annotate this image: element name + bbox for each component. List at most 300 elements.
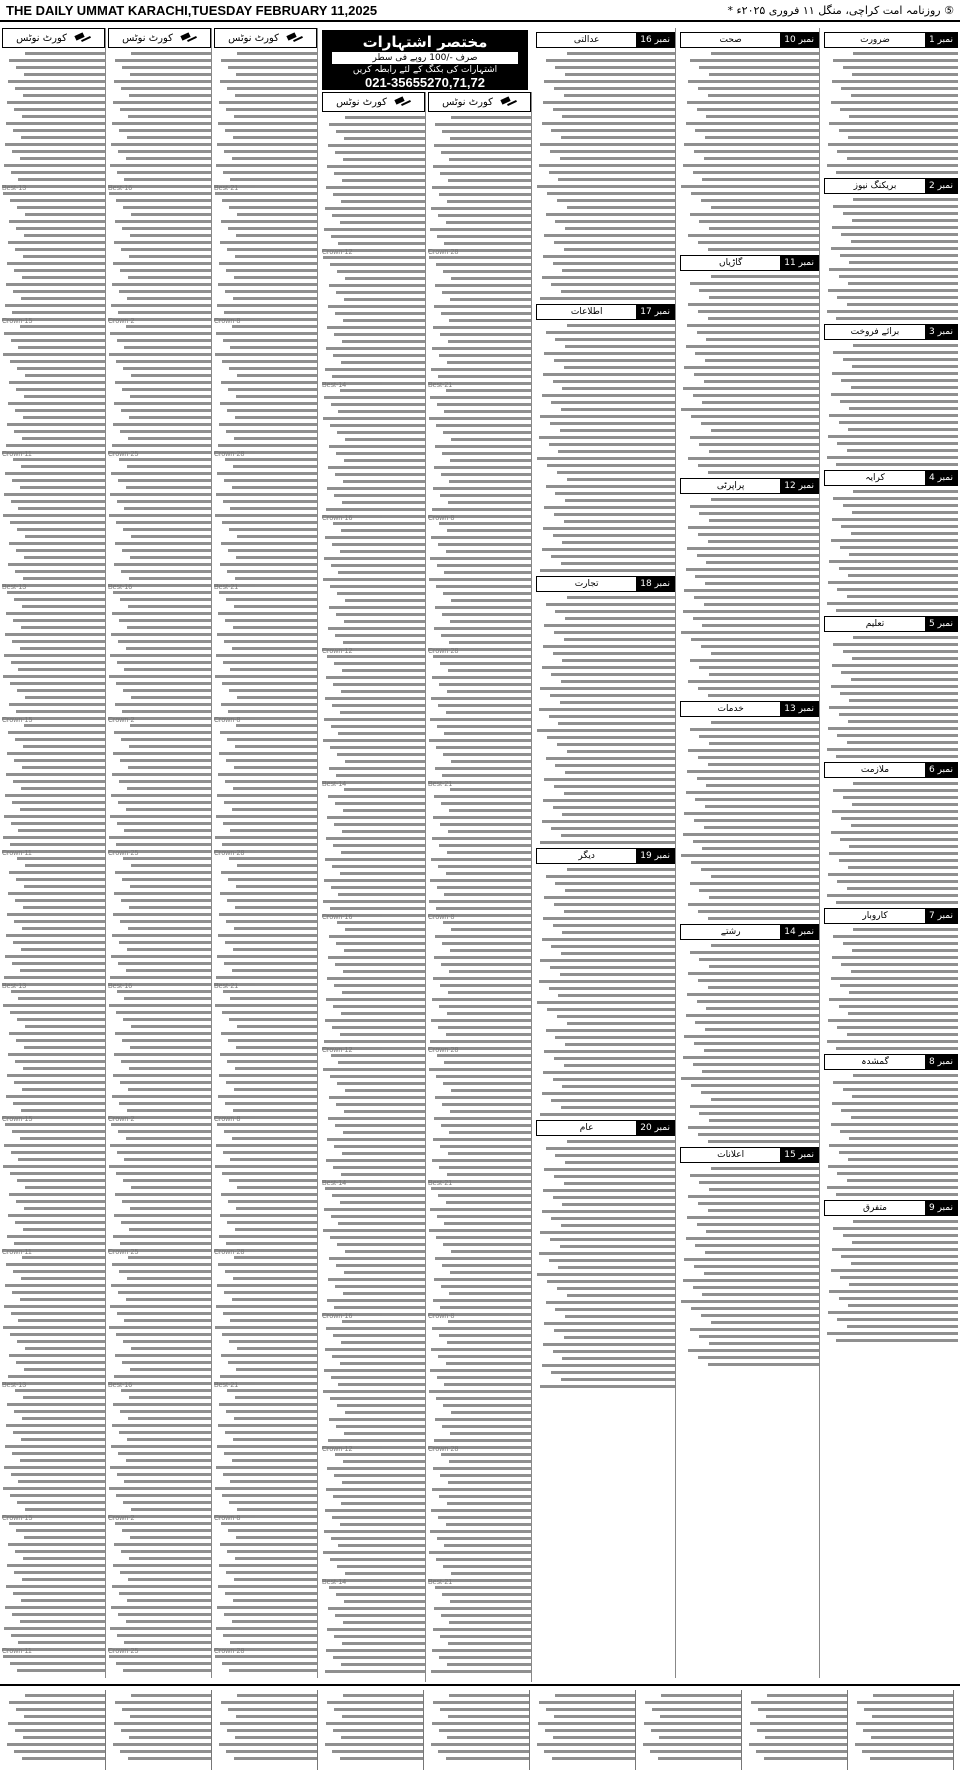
text-line: [438, 543, 531, 546]
text-line: [127, 136, 211, 139]
text-line: [25, 864, 105, 867]
text-line: [554, 241, 675, 244]
text-line: [540, 841, 675, 844]
text-line: [439, 354, 531, 357]
text-line: [21, 297, 105, 300]
text-line: [115, 1032, 211, 1035]
text-line: [330, 424, 425, 427]
text-line: [11, 1312, 105, 1315]
text-line: [701, 1091, 819, 1094]
ad-phone: 021-35655270,71,72: [364, 75, 485, 90]
text-line: [341, 1736, 423, 1739]
text-line: [450, 1110, 531, 1113]
text-line: [565, 889, 675, 892]
text-line: [436, 1397, 531, 1400]
text-line: [841, 87, 958, 90]
text-line: [659, 1736, 741, 1739]
text-line: [119, 941, 211, 944]
text-line: [11, 661, 105, 664]
text-line: [434, 1439, 531, 1442]
notice-tag: Crown-25: [108, 451, 211, 454]
text-line: [686, 1014, 819, 1017]
text-line: [561, 952, 675, 955]
notice-tag: Crown-28: [214, 850, 317, 853]
text-line: [236, 395, 317, 398]
text-line: [690, 59, 819, 62]
text-line: [691, 192, 819, 195]
text-line: [128, 437, 211, 440]
text-line: [325, 207, 425, 210]
text-line: [10, 199, 105, 202]
text-line: [540, 569, 675, 572]
text-line: [325, 858, 425, 861]
text-line: [330, 1397, 425, 1400]
text-line: [115, 381, 211, 384]
text-line: [229, 1669, 317, 1672]
page-number: ⑤: [944, 3, 954, 17]
text-line: [236, 1207, 317, 1210]
category-name: دیگر: [578, 851, 595, 861]
text-line: [227, 1389, 317, 1392]
text-line: [222, 1172, 317, 1175]
text-line: [112, 1424, 211, 1427]
text-line: [233, 626, 317, 629]
text-line: [546, 875, 675, 878]
text-line: [17, 1501, 105, 1504]
text-line: [128, 115, 211, 118]
footer-ad-cell: [214, 1690, 318, 1770]
text-line: [114, 1053, 211, 1056]
text-line: [328, 1439, 425, 1442]
footer-ad-cell: [532, 1690, 636, 1770]
text-line: [15, 1550, 105, 1553]
text-line: [446, 1033, 531, 1036]
text-line: [325, 1670, 425, 1673]
text-line: [449, 319, 531, 322]
text-line: [112, 773, 211, 776]
text-line: [447, 1341, 531, 1344]
text-line: [337, 270, 425, 273]
text-line: [237, 1508, 317, 1511]
text-line: [447, 361, 531, 364]
text-line: [24, 395, 105, 398]
category-number: نمبر 18: [636, 577, 674, 591]
text-line: [220, 1053, 317, 1056]
text-line: [437, 1054, 531, 1057]
text-line: [219, 1403, 317, 1406]
text-line: [540, 1231, 675, 1234]
text-line: [330, 746, 425, 749]
text-line: [831, 1269, 958, 1272]
text-line: [550, 150, 675, 153]
text-line: [560, 973, 675, 976]
text-line: [15, 570, 105, 573]
text-line: [543, 101, 675, 104]
text-line: [432, 1649, 531, 1652]
text-line: [852, 1095, 958, 1098]
text-line: [237, 1347, 317, 1350]
text-line: [839, 567, 958, 570]
text-line: [436, 1236, 531, 1239]
text-line: [546, 213, 675, 216]
text-line: [20, 325, 105, 328]
text-line: [127, 1438, 211, 1441]
text-line: [443, 753, 531, 756]
text-line: [841, 379, 958, 382]
text-line: [681, 854, 819, 857]
text-line: [848, 428, 958, 431]
text-line: [112, 934, 211, 937]
text-line: [130, 1368, 211, 1371]
text-line: [447, 1736, 529, 1739]
text-line: [225, 619, 317, 622]
text-line: [219, 591, 317, 594]
text-line: [442, 1425, 531, 1428]
text-line: [20, 808, 105, 811]
text-line: [325, 1348, 425, 1351]
text-line: [120, 920, 211, 923]
text-line: [706, 784, 819, 787]
text-line: [344, 298, 425, 301]
text-line: [832, 810, 958, 813]
text-line: [827, 1186, 958, 1189]
footer-ad-cell: [638, 1690, 742, 1770]
text-line: [227, 248, 317, 251]
text-line: [446, 872, 531, 875]
text-line: [539, 708, 675, 711]
text-line: [330, 1558, 425, 1561]
text-line: [430, 396, 531, 399]
text-line: [23, 1228, 105, 1231]
text-line: [113, 591, 211, 594]
text-line: [432, 1722, 529, 1725]
text-line: [705, 136, 819, 139]
text-line: [829, 706, 958, 709]
text-line: [17, 528, 105, 531]
classified-category-head: [536, 1120, 675, 1136]
text-line: [447, 690, 531, 693]
text-line: [115, 1354, 211, 1357]
text-line: [832, 1102, 958, 1105]
classified-category-head: [536, 576, 675, 592]
text-line: [832, 226, 958, 229]
text-line: [547, 1008, 675, 1011]
text-line: [437, 403, 531, 406]
text-line: [326, 676, 425, 679]
text-line: [23, 1067, 105, 1070]
text-line: [109, 1487, 211, 1490]
text-line: [686, 122, 819, 125]
text-line: [121, 1729, 211, 1732]
text-line: [232, 1459, 317, 1462]
text-line: [114, 1543, 211, 1546]
text-line: [709, 742, 819, 745]
text-line: [122, 878, 211, 881]
notice-tag: Best-21: [214, 983, 317, 986]
text-line: [215, 675, 317, 678]
text-line: [237, 1186, 317, 1189]
footer-ad-cell: [850, 1690, 954, 1770]
text-line: [709, 1342, 819, 1345]
text-line: [326, 1722, 423, 1725]
text-line: [330, 1236, 425, 1239]
text-line: [544, 896, 675, 899]
text-line: [839, 859, 958, 862]
text-line: [235, 577, 317, 580]
text-line: [24, 1536, 105, 1539]
text-line: [695, 1244, 819, 1247]
text-line: [697, 554, 819, 557]
text-line: [224, 962, 317, 965]
classified-text: [680, 52, 819, 251]
text-line: [23, 1736, 105, 1739]
classified-category-head: [536, 848, 675, 864]
text-line: [131, 1694, 211, 1697]
text-line: [333, 1729, 423, 1732]
text-line: [848, 720, 958, 723]
text-line: [547, 1280, 675, 1283]
notice-tag: Crown-8: [214, 717, 317, 720]
text-line: [129, 745, 211, 748]
text-line: [14, 1081, 105, 1084]
text-line: [4, 493, 105, 496]
text-line: [120, 1571, 211, 1574]
category-name: صحت: [719, 35, 742, 45]
text-line: [836, 901, 958, 904]
text-line: [123, 367, 211, 370]
text-line: [553, 534, 675, 537]
text-line: [344, 1600, 425, 1603]
text-line: [651, 1729, 741, 1732]
text-line: [449, 809, 531, 812]
text-line: [709, 519, 819, 522]
text-line: [843, 212, 958, 215]
text-line: [25, 535, 105, 538]
text-line: [218, 1263, 317, 1266]
text-line: [334, 1708, 423, 1711]
text-line: [13, 129, 105, 132]
text-line: [215, 836, 317, 839]
text-line: [560, 701, 675, 704]
text-line: [544, 1750, 635, 1753]
text-line: [111, 1606, 211, 1609]
text-line: [340, 550, 425, 553]
text-line: [436, 746, 531, 749]
gavel-icon: [393, 97, 411, 107]
text-line: [698, 464, 819, 467]
text-line: [221, 542, 317, 545]
text-line: [688, 1195, 819, 1198]
text-line: [219, 1074, 317, 1077]
text-line: [228, 1708, 317, 1711]
text-line: [342, 1481, 425, 1484]
text-line: [234, 1578, 317, 1581]
text-line: [433, 1467, 531, 1470]
court-notice-column-3: [214, 28, 318, 1678]
text-line: [221, 1032, 317, 1035]
text-line: [325, 1509, 425, 1512]
ad-rate: صرف -/100 روپے فی سطر: [332, 52, 518, 64]
text-line: [544, 1168, 675, 1171]
text-line: [113, 1074, 211, 1077]
text-line: [3, 675, 105, 678]
text-line: [705, 805, 819, 808]
text-line: [228, 1039, 317, 1042]
text-line: [117, 339, 211, 342]
court-notice-heading: کورٹ نوٹس: [108, 28, 211, 48]
text-line: [553, 1196, 675, 1199]
text-line: [119, 129, 211, 132]
text-line: [341, 200, 425, 203]
text-line: [711, 721, 819, 724]
text-line: [852, 365, 958, 368]
text-line: [227, 1060, 317, 1063]
text-line: [23, 745, 105, 748]
text-line: [550, 422, 675, 425]
text-line: [709, 1119, 819, 1122]
text-line: [229, 689, 317, 692]
text-line: [554, 87, 675, 90]
text-line: [111, 633, 211, 636]
text-line: [330, 907, 425, 910]
text-line: [111, 143, 211, 146]
text-line: [22, 1256, 105, 1259]
text-line: [221, 1354, 317, 1357]
text-line: [698, 87, 819, 90]
text-line: [22, 115, 105, 118]
text-line: [10, 1662, 105, 1665]
text-line: [222, 1011, 317, 1014]
text-line: [433, 1299, 531, 1302]
notice-tag: Crown-11: [2, 451, 105, 454]
text-line: [683, 387, 819, 390]
text-line: [551, 827, 675, 830]
text-line: [546, 1029, 675, 1032]
text-line: [688, 1126, 819, 1129]
text-line: [217, 304, 317, 307]
text-line: [326, 186, 425, 189]
text-line: [693, 617, 819, 620]
text-line: [341, 1502, 425, 1505]
text-line: [329, 1257, 425, 1260]
text-line: [853, 928, 958, 931]
text-line: [540, 297, 675, 300]
text-line: [228, 710, 317, 713]
text-line: [10, 682, 105, 685]
text-line: [564, 910, 675, 913]
text-line: [335, 151, 425, 154]
text-line: [847, 303, 958, 306]
text-line: [442, 774, 531, 777]
category-number: نمبر 6: [925, 763, 957, 777]
text-line: [343, 158, 425, 161]
text-line: [117, 822, 211, 825]
text-line: [852, 657, 958, 660]
text-line: [333, 844, 425, 847]
text-line: [441, 802, 531, 805]
category-name: پراپرٹی: [716, 481, 745, 491]
gavel-icon: [73, 33, 91, 43]
text-line: [839, 421, 958, 424]
text-line: [336, 291, 425, 294]
text-line: [24, 1715, 105, 1718]
text-line: [833, 1081, 958, 1084]
text-line: [331, 564, 425, 567]
text-line: [334, 494, 425, 497]
text-line: [831, 831, 958, 834]
text-line: [709, 450, 819, 453]
text-line: [438, 704, 531, 707]
notice-tag: Crown-2: [108, 1116, 211, 1119]
text-line: [237, 535, 317, 538]
category-number: نمبر 13: [780, 702, 818, 716]
text-line: [829, 852, 958, 855]
text-line: [704, 1272, 819, 1275]
text-line: [709, 73, 819, 76]
text-line: [342, 1642, 425, 1645]
text-line: [709, 1188, 819, 1191]
text-line: [643, 1743, 741, 1746]
text-line: [828, 435, 958, 438]
text-line: [117, 1634, 211, 1637]
text-line: [708, 1209, 819, 1212]
text-line: [234, 115, 317, 118]
classified-category-head: [680, 32, 819, 48]
text-line: [126, 969, 211, 972]
text-line: [430, 718, 531, 721]
text-line: [12, 150, 105, 153]
text-line: [872, 1715, 953, 1718]
text-line: [109, 1326, 211, 1329]
text-line: [20, 486, 105, 489]
notice-tag: Crown-15: [2, 318, 105, 321]
classified-text: [824, 928, 958, 1050]
text-line: [324, 879, 425, 882]
text-line: [216, 1466, 317, 1469]
ad-title: مختصر اشتہارات: [362, 33, 488, 51]
text-line: [3, 1165, 105, 1168]
text-line: [128, 1417, 211, 1420]
text-line: [14, 1242, 105, 1245]
text-line: [694, 596, 819, 599]
text-line: [843, 1234, 958, 1237]
text-line: [115, 871, 211, 874]
text-line: [325, 697, 425, 700]
text-line: [451, 599, 531, 602]
text-line: [114, 563, 211, 566]
text-line: [558, 994, 675, 997]
text-line: [345, 928, 425, 931]
text-line: [128, 927, 211, 930]
text-line: [21, 136, 105, 139]
text-line: [561, 1224, 675, 1227]
text-line: [750, 1722, 847, 1725]
text-line: [438, 214, 531, 217]
text-line: [109, 1165, 211, 1168]
text-line: [442, 291, 531, 294]
notice-tag: Crown-2: [108, 318, 211, 321]
gavel-icon: [285, 33, 303, 43]
text-line: [549, 715, 675, 718]
text-line: [547, 464, 675, 467]
text-line: [701, 868, 819, 871]
text-line: [114, 892, 211, 895]
text-line: [698, 1202, 819, 1205]
text-line: [553, 1350, 675, 1353]
text-line: [553, 262, 675, 265]
notice-tag: Crown-8: [428, 1313, 531, 1316]
court-notice-heading: کورٹ نوٹس: [322, 92, 425, 112]
